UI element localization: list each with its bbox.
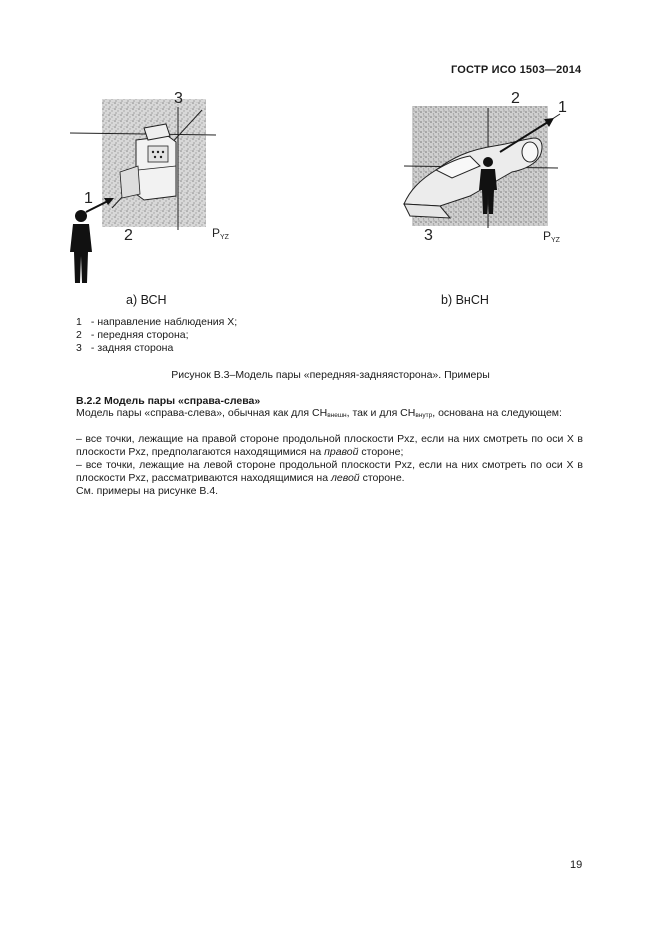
legend-text: - задняя сторона bbox=[90, 342, 174, 354]
figure-caption: Рисунок В.3–Модель пары «передняя-задняясторона». Примеры bbox=[171, 369, 490, 381]
document-code-header: ГОСТР ИСО 1503—2014 bbox=[451, 64, 582, 76]
figure-b-plane-sub: YZ bbox=[551, 237, 560, 244]
figure-b3 bbox=[0, 0, 661, 320]
figure-b-internal-drawing bbox=[404, 90, 567, 244]
figure-b-plane-p: P bbox=[543, 229, 552, 243]
figure-a-number-3: 3 bbox=[174, 90, 183, 107]
legend-num: 2 bbox=[76, 329, 82, 341]
legend-text: - направление наблюдения X; bbox=[90, 316, 238, 328]
legend-num: 3 bbox=[76, 342, 82, 354]
person-silhouette-icon bbox=[70, 210, 92, 283]
emphasis-left: левой bbox=[330, 472, 360, 484]
figure-a-number-2: 2 bbox=[124, 227, 133, 244]
legend-item bbox=[76, 342, 237, 355]
figure-legend bbox=[76, 316, 237, 355]
figure-a-external-drawing bbox=[70, 90, 230, 283]
paragraph-intro: Модель пары «справа-слева», обычная как для $СН_{внешн}$, так и для $СН_{внутр}$, основана на следующем: bbox=[76, 407, 562, 419]
figure-b-number-2: 2 bbox=[511, 90, 520, 107]
paragraph-left-side: – все точки, лежащие на левой стороне продольной плоскости Pxz, если на них смотреть по оси X в плоскости Pxz, рассматриваются находящимися на левой стороне. bbox=[76, 459, 583, 484]
subscript-external: внешн bbox=[327, 412, 347, 419]
figure-a-number-1: 1 bbox=[84, 190, 93, 207]
legend-item bbox=[76, 329, 237, 342]
paragraph-right-side: – все точки, лежащие на правой стороне продольной плоскости Pxz, если на них смотреть по оси X в плоскости Pxz, предполагаются находящимися на правой стороне; bbox=[76, 433, 583, 458]
emphasis-right: правой bbox=[324, 446, 359, 458]
figure-a-plane-sub: YZ bbox=[220, 234, 229, 241]
section-title: В.2.2 Модель пары «справа-слева» bbox=[76, 395, 261, 407]
paragraph-see-examples: См. примеры на рисунке В.4. bbox=[76, 485, 219, 497]
legend-text: - передняя сторона; bbox=[90, 329, 189, 341]
figure-b-plane-label bbox=[543, 229, 561, 244]
figure-a-plane-label bbox=[212, 226, 230, 241]
figure-b-label: b) ВнСН bbox=[441, 293, 489, 307]
subscript-internal: внутр bbox=[415, 412, 433, 419]
figure-b-number-1: 1 bbox=[558, 99, 567, 116]
page-number: 19 bbox=[570, 859, 583, 871]
legend-item bbox=[76, 316, 237, 329]
figure-a-label: a) ВСН bbox=[126, 293, 167, 307]
figure-a-plane-p: P bbox=[212, 226, 221, 240]
figure-b-number-3: 3 bbox=[424, 227, 433, 244]
legend-num: 1 bbox=[76, 316, 82, 328]
